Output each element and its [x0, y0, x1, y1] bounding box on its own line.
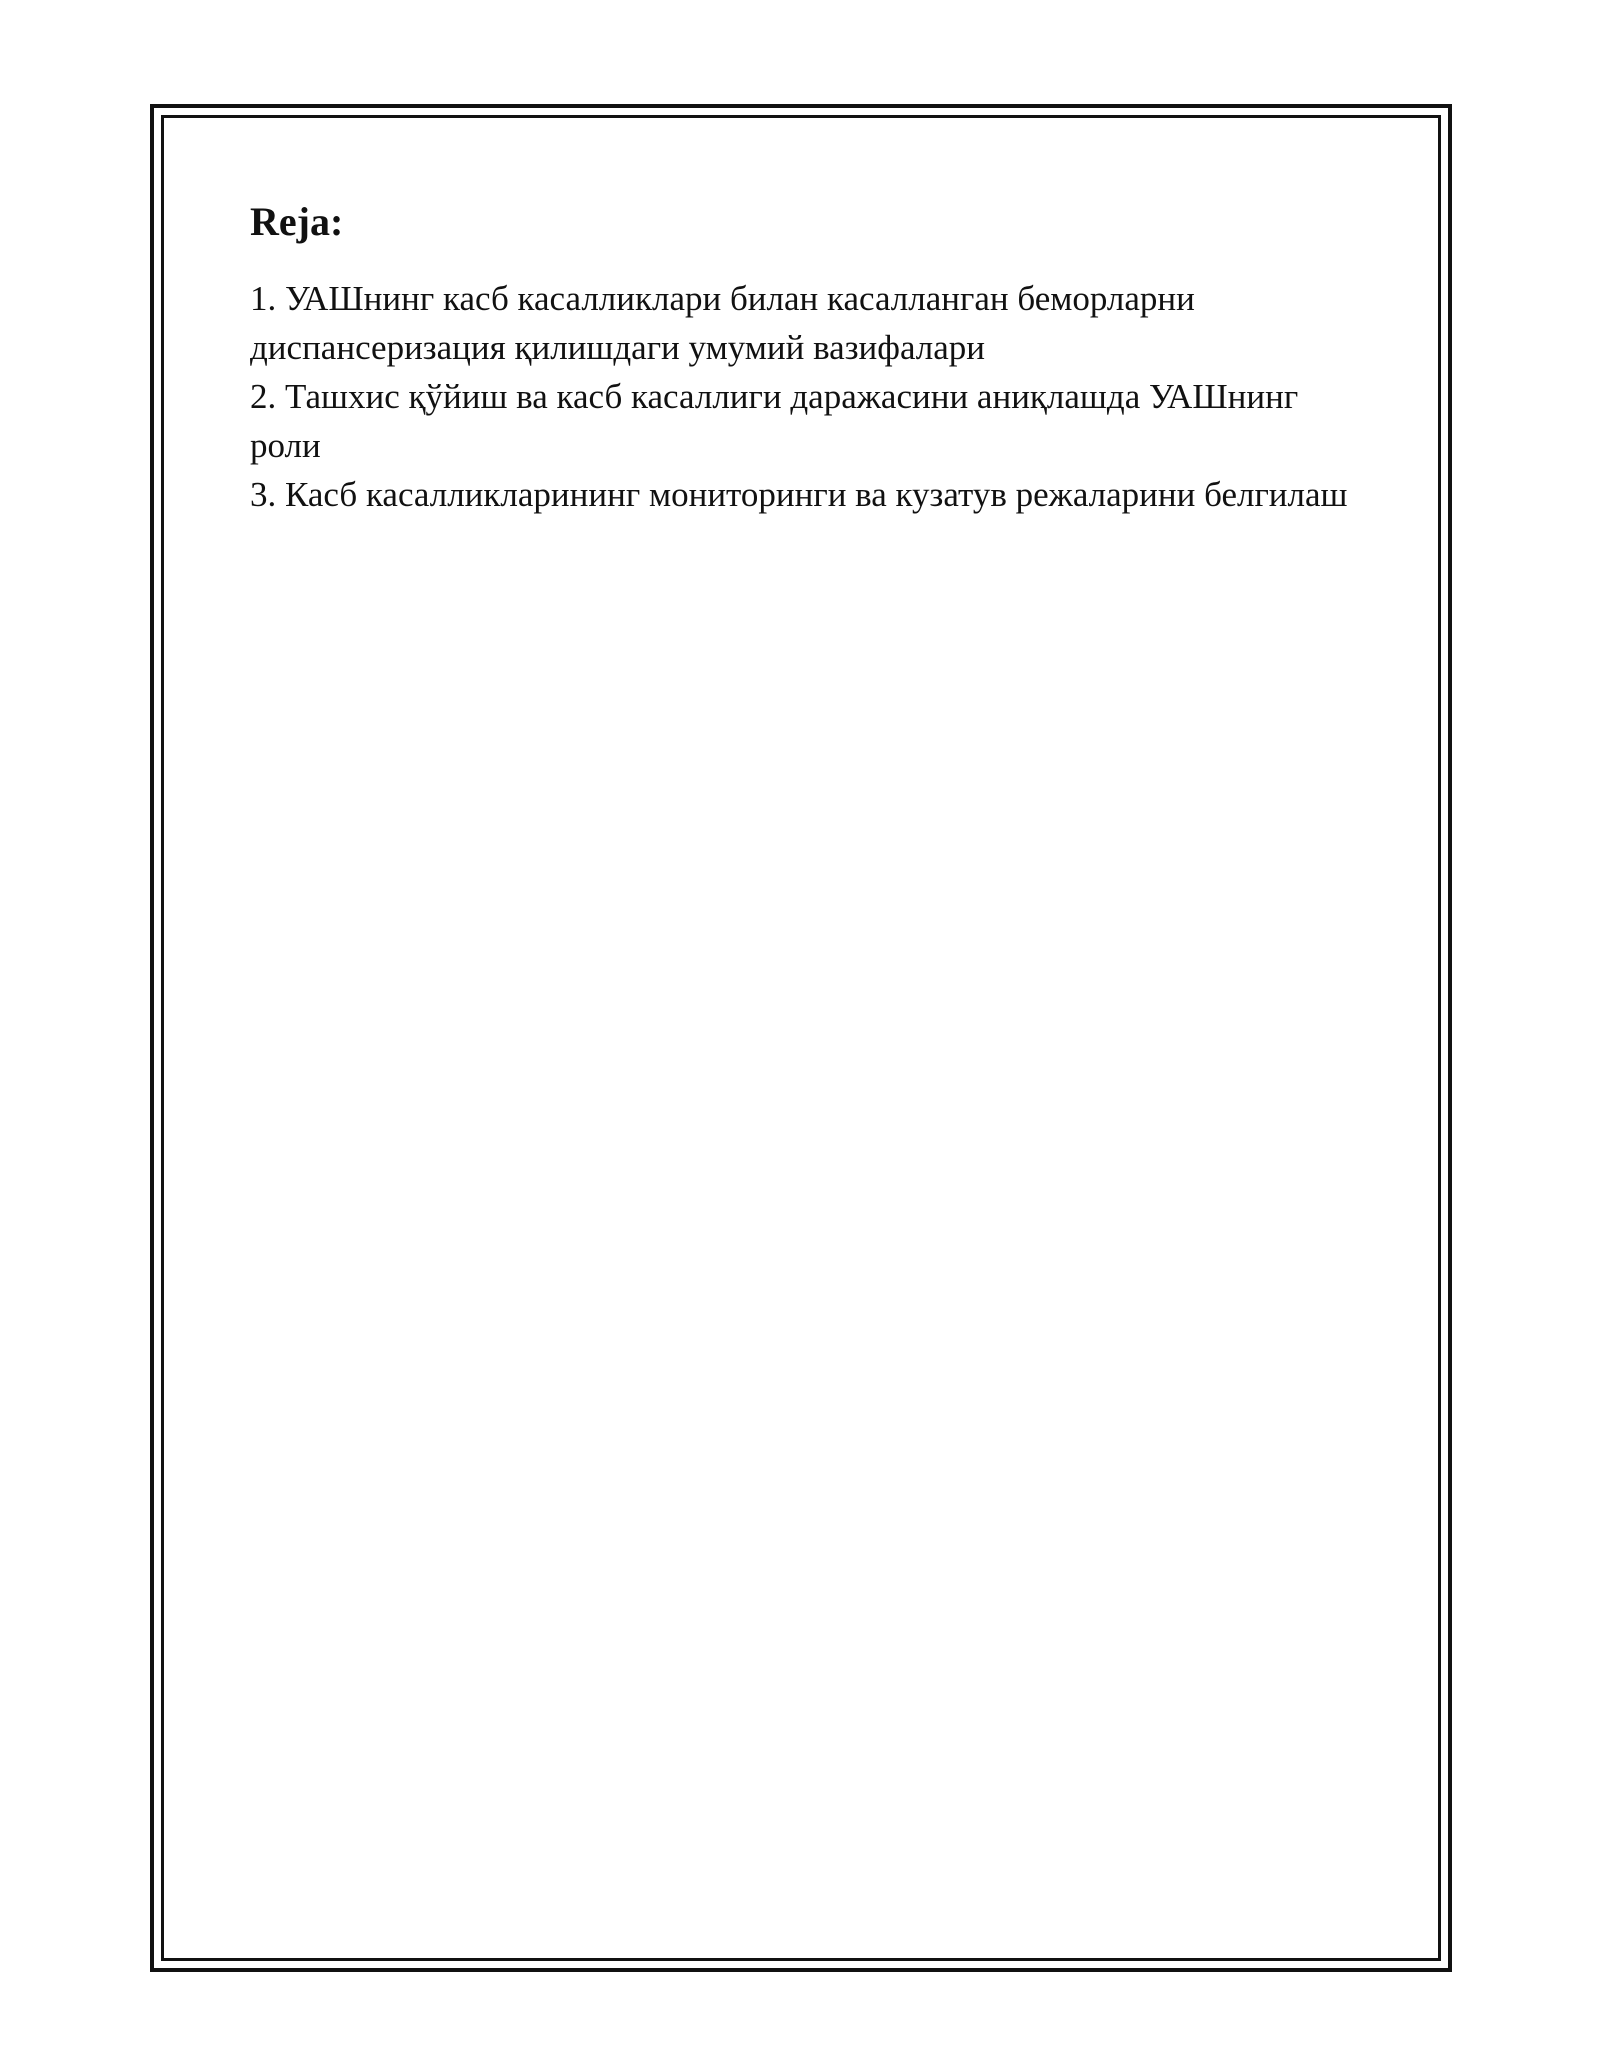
document-body — [250, 198, 1370, 519]
plan-list — [250, 274, 1370, 519]
plan-title: Reja: — [250, 199, 344, 244]
plan-item-3: 3. Касб касалликларининг мониторинги ва кузатув режаларини белгилаш — [250, 475, 1348, 514]
page-border-outer — [150, 104, 1452, 1972]
plan-item-1: 1. УАШнинг касб касалликлари билан касалланган беморларни диспансеризация қилишдаги умумий вазифалари — [250, 279, 1195, 367]
page-border-inner — [161, 115, 1441, 1961]
plan-item-2: 2. Ташхис қўйиш ва касб касаллиги даражасини аниқлашда УАШнинг роли — [250, 377, 1299, 465]
